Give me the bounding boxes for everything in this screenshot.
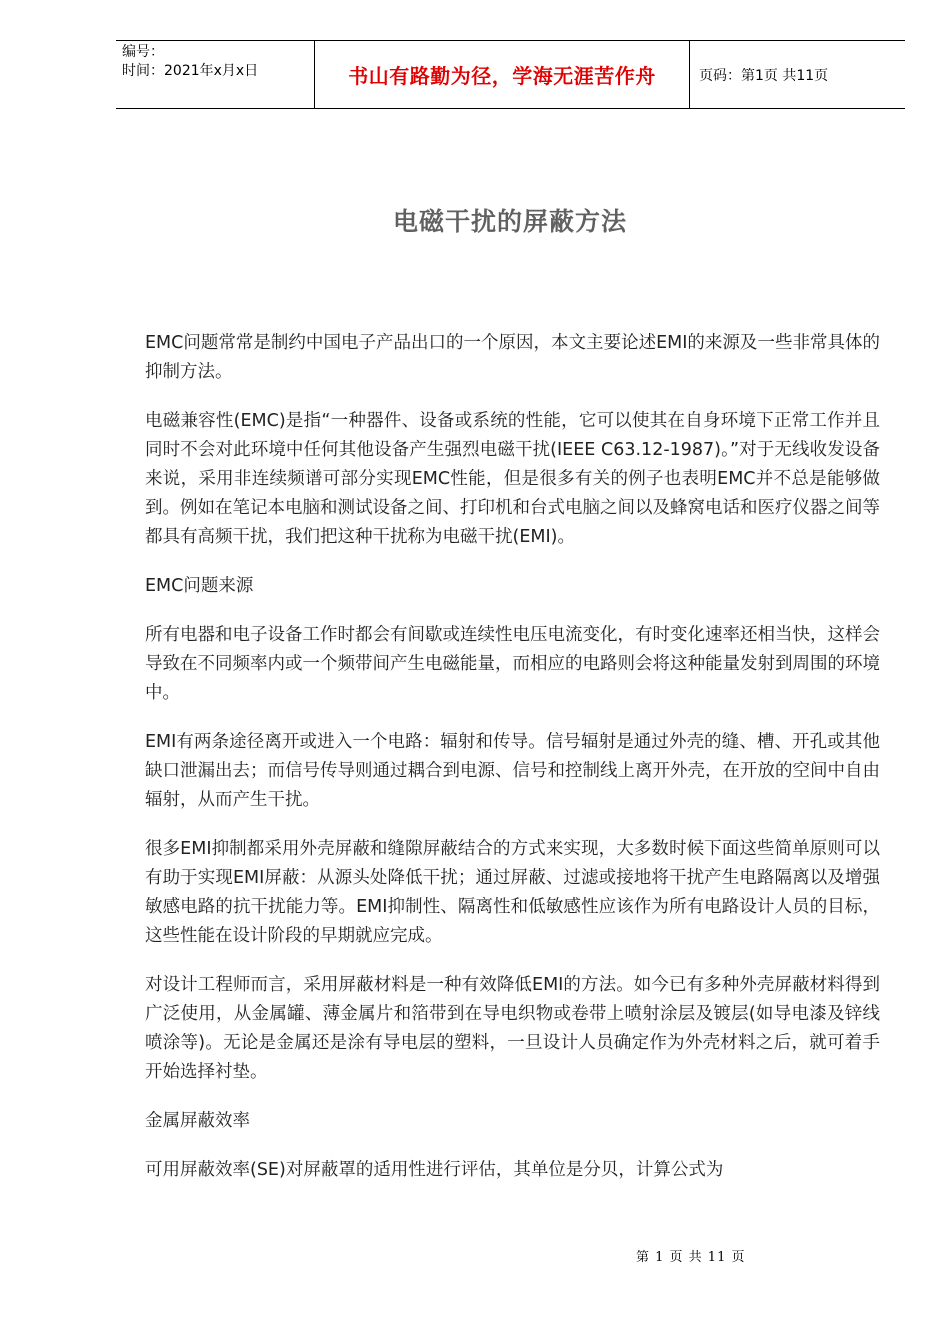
paragraph-emc-definition: 电磁兼容性(EMC)是指“一种器件、设备或系统的性能，它可以使其在自身环境下正常工作并且同时不会对此环境中任何其他设备产生强烈电磁干扰(IEEE C63.12-1987)。”对于无线收发设备来说，采用非连续频谱可部分实现EMC性能，但是很多有关的例子也表明EMC并不总是能够做到。例如在笔记本电脑和测试设备之间、打印机和台式电脑之间以及蜂窝电话和医疗仪器之间等都具有高频干扰，我们把这种干扰称为电磁干扰(EMI)。 xyxy=(145,411,880,547)
paragraph-emi-suppression: 很多EMI抑制都采用外壳屏蔽和缝隙屏蔽结合的方式来实现，大多数时候下面这些简单原则可以有助于实现EMI屏蔽：从源头处降低干扰；通过屏蔽、过滤或接地将干扰产生电路隔离以及增强敏感电路的抗干扰能力等。EMI抑制性、隔离性和低敏感性应该作为所有电路设计人员的目标，这些性能在设计阶段的早期就应完成。 xyxy=(145,839,880,946)
page-header xyxy=(116,40,905,109)
paragraph-emi-paths: EMI有两条途径离开或进入一个电路：辐射和传导。信号辐射是通过外壳的缝、槽、开孔或其他缺口泄漏出去；而信号传导则通过耦合到电源、信号和控制线上离开外壳，在开放的空间中自由辐射，从而产生干扰。 xyxy=(145,732,880,810)
section-heading-emc-source: EMC问题来源 xyxy=(145,576,254,596)
time-label: 时间：2021年x月x日 xyxy=(122,63,259,79)
document-title: 电磁干扰的屏蔽方法 xyxy=(392,207,627,236)
page-footer: 第 1 页 共 11 页 xyxy=(636,1250,746,1265)
header-motto: 书山有路勤为径，学海无涯苦作舟 xyxy=(315,41,690,108)
code-label: 编号： xyxy=(122,44,164,60)
header-page-info: 页码：第1页 共11页 xyxy=(699,67,829,84)
header-meta xyxy=(116,41,315,108)
section-heading-metal-shielding: 金属屏蔽效率 xyxy=(145,1111,250,1131)
paragraph-shielding-efficiency: 可用屏蔽效率(SE)对屏蔽罩的适用性进行评估，其单位是分贝，计算公式为 xyxy=(145,1160,724,1180)
paragraph-emc-source: 所有电器和电子设备工作时都会有间歇或连续性电压电流变化，有时变化速率还相当快，这样会导致在不同频率内或一个频带间产生电磁能量，而相应的电路则会将这种能量发射到周围的环境中。 xyxy=(145,625,880,703)
document-body xyxy=(145,329,880,1205)
paragraph-intro: EMC问题常常是制约中国电子产品出口的一个原因，本文主要论述EMI的来源及一些非常具体的抑制方法。 xyxy=(145,333,880,382)
paragraph-shielding-materials: 对设计工程师而言，采用屏蔽材料是一种有效降低EMI的方法。如今已有多种外壳屏蔽材料得到广泛使用，从金属罐、薄金属片和箔带到在导电织物或卷带上喷射涂层及镀层(如导电漆及锌线喷涂等)。无论是金属还是涂有导电层的塑料，一旦设计人员确定作为外壳材料之后，就可着手开始选择衬垫。 xyxy=(145,975,880,1082)
